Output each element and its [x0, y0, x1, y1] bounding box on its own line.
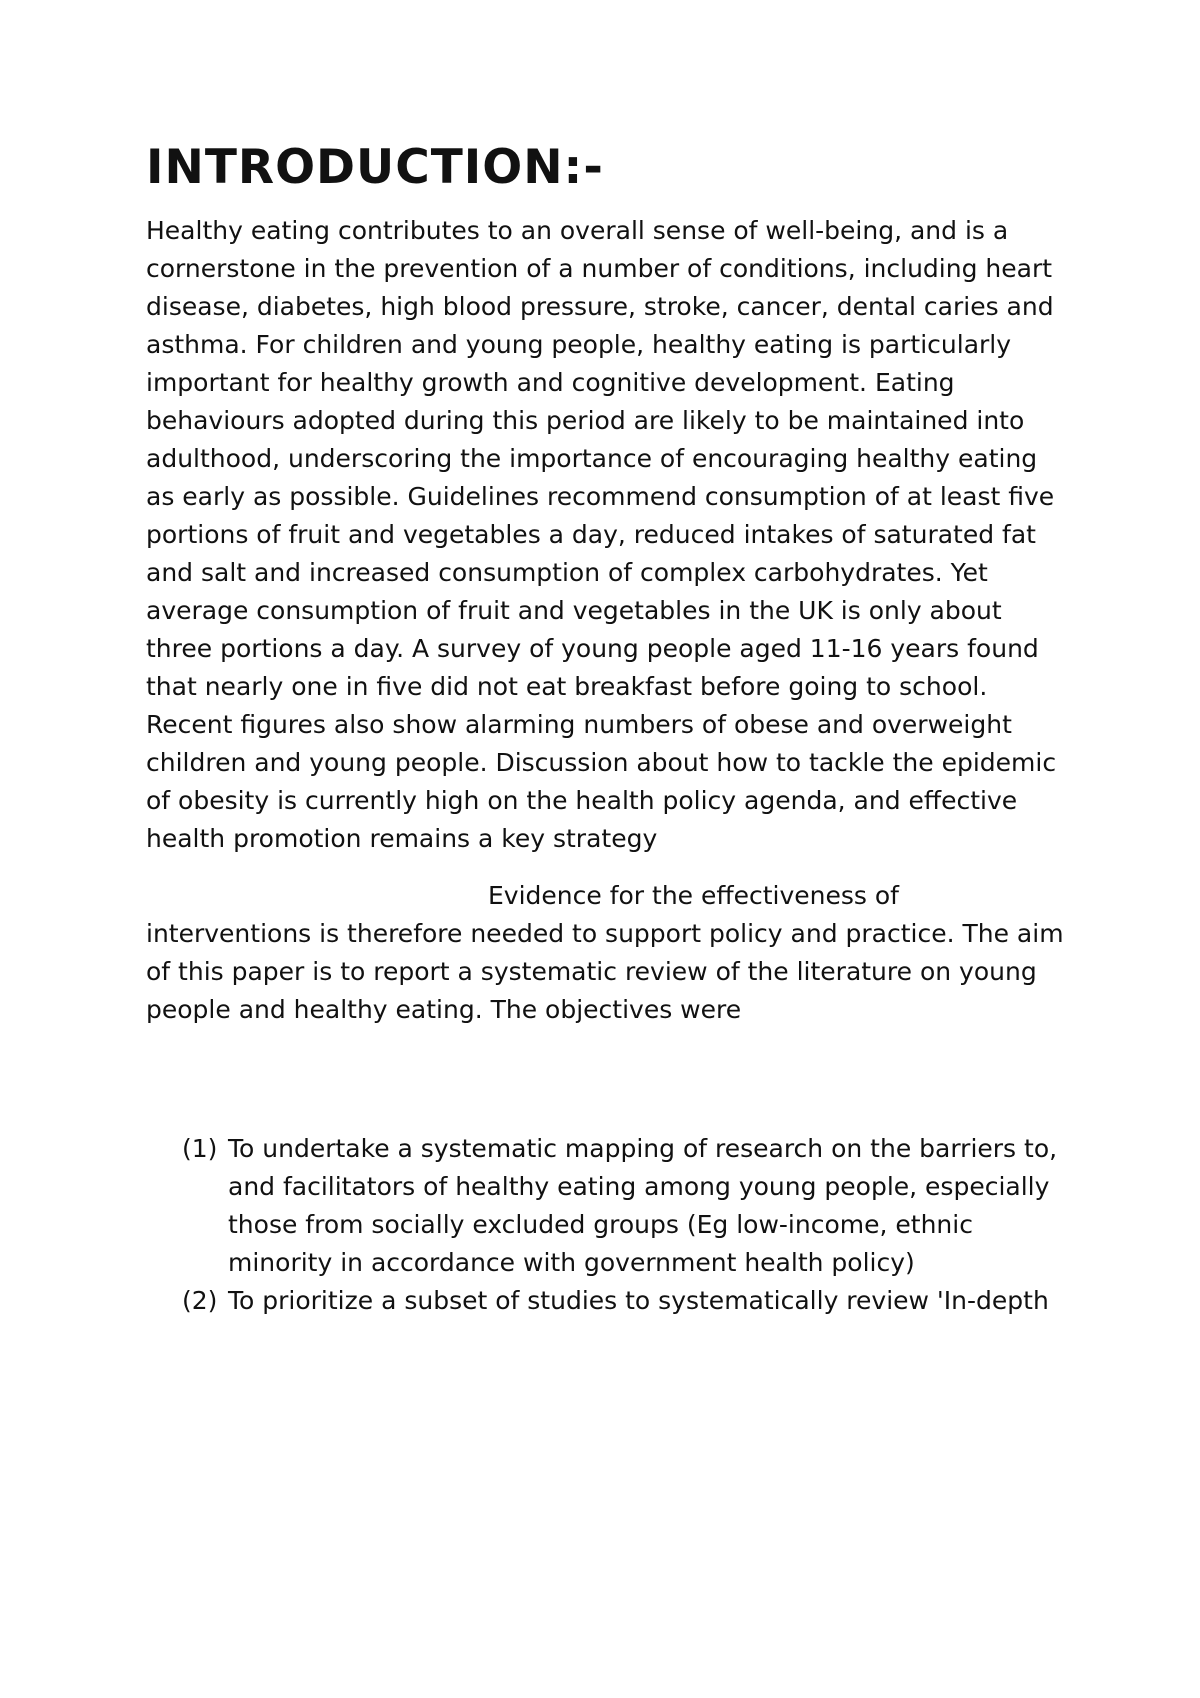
list-item — [146, 1130, 1066, 1282]
evidence-paragraph: Evidence for the effectiveness of interventions is therefore needed to support policy and practice. The aim of this paper is to report a systematic review of the literature on young people and healthy eating. The objectives were — [146, 881, 1064, 1024]
document-title: INTRODUCTION:- — [146, 140, 604, 195]
document-page — [146, 140, 1066, 1320]
list-item-text: To prioritize a subset of studies to systematically review 'In-depth — [228, 1286, 1049, 1315]
list-item-number: (2) — [182, 1286, 218, 1315]
list-item — [146, 1282, 1066, 1320]
introduction-paragraph: Healthy eating contributes to an overall sense of well-being, and is a cornerstone in the prevention of a number of conditions, including heart disease, diabetes, high blood pressure, stroke, cancer, dental caries and asthma. For children and young people, healthy eating is particularly important for healthy growth and cognitive development. Eating behaviours adopted during this period are likely to be maintained into adulthood, underscoring the importance of encouraging healthy eating as early as possible. Guidelines recommend consumption of at least five portions of fruit and vegetables a day, reduced intakes of saturated fat and salt and increased consumption of complex carbohydrates. Yet average consumption of fruit and vegetables in the UK is only about three portions a day. A survey of young people aged 11-16 years found that nearly one in five did not eat breakfast before going to school. Recent figures also show alarming numbers of obese and overweight children and young people. Discussion about how to tackle the epidemic of obesity is currently high on the health policy agenda, and effective health promotion remains a key strategy — [146, 216, 1057, 853]
objectives-list — [146, 1130, 1066, 1320]
list-item-text: To undertake a systematic mapping of research on the barriers to, and facilitators of healthy eating among young people, especially those from socially excluded groups (Eg low-income, ethnic minority in accordance with government health policy) — [228, 1134, 1058, 1277]
list-item-number: (1) — [182, 1134, 218, 1163]
